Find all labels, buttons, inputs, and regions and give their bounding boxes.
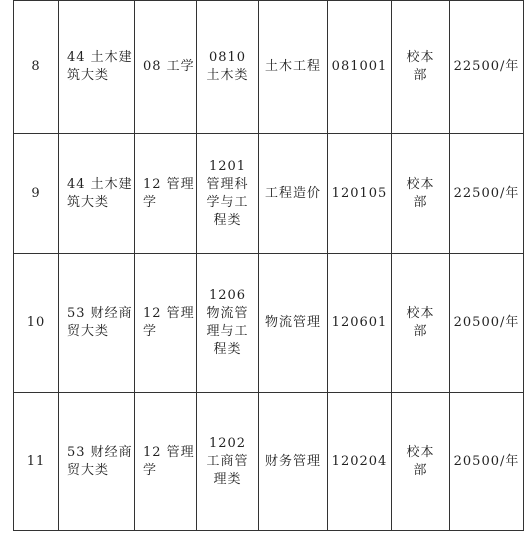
campus-cell	[392, 254, 450, 393]
tuition-cell	[450, 393, 524, 531]
discipline-cell	[135, 254, 197, 393]
table-row	[14, 134, 524, 254]
discipline-line: 12 管理	[143, 306, 195, 321]
table-row	[14, 393, 524, 531]
major-text: 工程造价	[264, 185, 321, 201]
campus-cell	[392, 393, 450, 531]
category-cell	[59, 254, 135, 393]
major-code-cell	[328, 393, 392, 531]
campus-line: 校本	[406, 444, 435, 460]
program-table	[13, 0, 524, 531]
campus-line: 部	[413, 324, 428, 339]
subject-class-line: 物流管	[206, 306, 249, 321]
major-code-text: 081001	[331, 59, 388, 74]
row-number-text: 11	[26, 453, 46, 469]
category-line: 53 财经商	[67, 306, 133, 321]
campus-line: 部	[413, 462, 428, 478]
tuition-text: 20500/年	[453, 315, 520, 330]
tuition-cell	[450, 254, 524, 393]
campus-line: 部	[413, 194, 428, 210]
table-row	[14, 254, 524, 393]
table-row	[14, 1, 524, 134]
campus-cell	[392, 134, 450, 254]
major-cell	[259, 393, 328, 531]
subject-class-line: 理与工	[206, 324, 249, 339]
major-text: 财务管理	[264, 453, 321, 469]
discipline-cell	[135, 1, 197, 134]
campus-cell	[392, 1, 450, 134]
category-cell	[59, 1, 135, 134]
discipline-line: 12 管理	[143, 444, 195, 460]
major-code-text: 120105	[331, 185, 388, 201]
row-number-cell	[14, 393, 59, 531]
discipline-line: 12 管理	[143, 176, 195, 192]
major-code-text: 120601	[331, 315, 388, 330]
subject-class-line: 土木类	[206, 68, 249, 83]
tuition-cell	[450, 134, 524, 254]
subject-class-cell	[197, 134, 259, 254]
subject-class-line: 程类	[213, 342, 242, 357]
discipline-line: 学	[143, 194, 158, 210]
major-cell	[259, 134, 328, 254]
campus-line: 校本	[406, 176, 435, 192]
subject-class-cell	[197, 1, 259, 134]
major-code-cell	[328, 1, 392, 134]
subject-class-cell	[197, 393, 259, 531]
category-line: 筑大类	[67, 194, 110, 210]
subject-class-line: 程类	[213, 212, 242, 228]
row-number-cell	[14, 254, 59, 393]
tuition-cell	[450, 1, 524, 134]
category-line: 44 土木建	[67, 176, 133, 192]
category-line: 贸大类	[67, 324, 110, 339]
category-line: 53 财经商	[67, 444, 133, 460]
category-line: 筑大类	[67, 68, 110, 83]
tuition-text: 22500/年	[453, 59, 520, 74]
row-number-cell	[14, 134, 59, 254]
campus-line: 部	[413, 68, 428, 83]
major-text: 土木工程	[264, 59, 321, 74]
discipline-line: 学	[143, 462, 158, 478]
discipline-line: 08 工学	[143, 59, 195, 74]
subject-class-line: 管理科	[206, 176, 249, 192]
discipline-cell	[135, 393, 197, 531]
row-number-text: 8	[31, 59, 41, 74]
row-number-text: 9	[31, 185, 41, 201]
table-body	[14, 1, 524, 531]
subject-class-line: 1201	[208, 158, 247, 174]
campus-line: 校本	[406, 306, 435, 321]
subject-class-cell	[197, 254, 259, 393]
subject-class-line: 理类	[213, 471, 242, 487]
row-number-cell	[14, 1, 59, 134]
row-number-text: 10	[26, 315, 46, 330]
major-code-cell	[328, 254, 392, 393]
campus-line: 校本	[406, 50, 435, 65]
category-cell	[59, 393, 135, 531]
major-text: 物流管理	[264, 315, 321, 330]
major-code-text: 120204	[331, 453, 388, 469]
major-cell	[259, 1, 328, 134]
subject-class-line: 工商管	[206, 453, 249, 469]
discipline-cell	[135, 134, 197, 254]
tuition-text: 22500/年	[453, 185, 520, 201]
category-cell	[59, 134, 135, 254]
category-line: 贸大类	[67, 462, 110, 478]
major-code-cell	[328, 134, 392, 254]
subject-class-line: 0810	[208, 50, 247, 65]
major-cell	[259, 254, 328, 393]
subject-class-line: 1206	[208, 288, 247, 303]
subject-class-line: 1202	[208, 435, 247, 451]
category-line: 44 土木建	[67, 50, 133, 65]
tuition-text: 20500/年	[453, 453, 520, 469]
discipline-line: 学	[143, 324, 158, 339]
subject-class-line: 学与工	[206, 194, 249, 210]
